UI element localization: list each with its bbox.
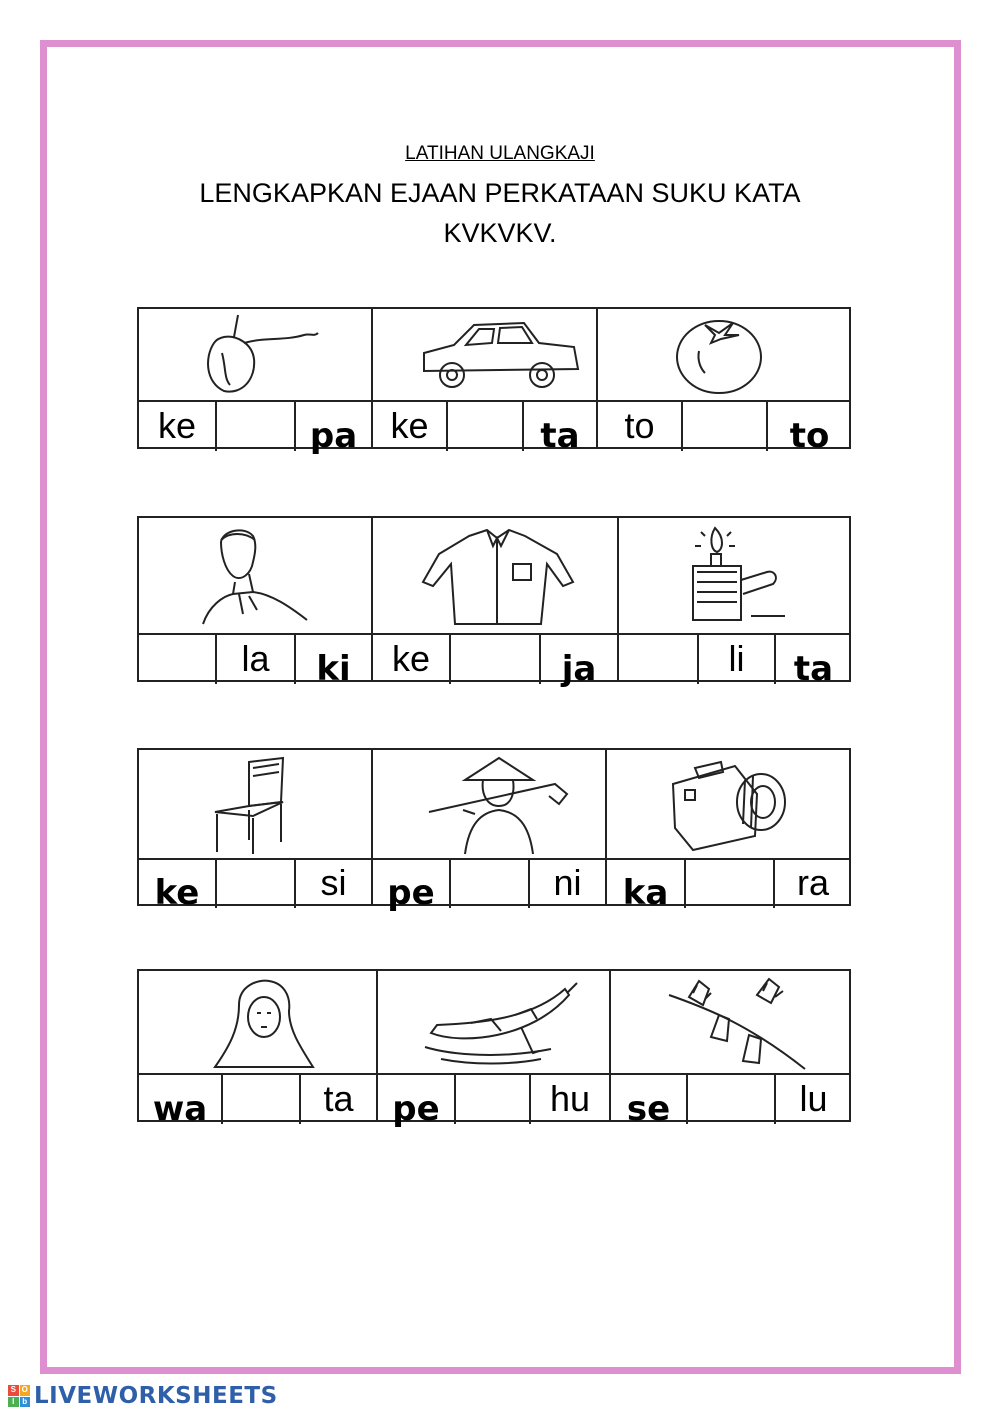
exercise-row-1 <box>137 307 851 456</box>
syllable-2-2-1: ke <box>391 637 431 679</box>
blank-4-1[interactable] <box>223 1075 299 1122</box>
syllable-3-2-3: ni <box>553 862 582 903</box>
exercise-row-3 <box>137 748 851 913</box>
syllable-1-3-1: to <box>624 404 655 446</box>
blank-2-2[interactable] <box>451 635 539 682</box>
syllable-2-1-3: ki <box>316 648 351 689</box>
instruction-line-2: KVKVKV. <box>443 218 557 248</box>
car-icon <box>414 313 584 397</box>
liveworksheets-logo[interactable] <box>8 1382 278 1410</box>
syllable-2-2-3: ja <box>561 648 597 689</box>
syllable-1-1-1: ke <box>157 404 197 446</box>
chair-icon <box>209 754 299 854</box>
blank-4-2[interactable] <box>456 1075 529 1122</box>
syllable-1-2-3: ta <box>540 415 580 456</box>
syllable-4-2-1: pe <box>392 1088 440 1129</box>
syllable-2-3-3: ta <box>793 648 834 689</box>
instruction-line-1: LENGKAPKAN EJAAN PERKATAAN SUKU KATA <box>199 178 801 208</box>
tomato-icon <box>669 311 769 397</box>
fruit-icon <box>194 313 324 397</box>
syllable-4-3-3: lu <box>799 1077 828 1119</box>
blank-2-1[interactable] <box>139 635 215 682</box>
syllable-3-3-3: ra <box>796 862 829 903</box>
syllable-4-3-1: se <box>626 1088 671 1129</box>
exercise-row-4 <box>137 969 851 1129</box>
syllable-2-3-2: li <box>728 637 745 679</box>
exercise-row-2 <box>137 516 851 689</box>
woman-icon <box>209 975 319 1071</box>
blank-1-3[interactable] <box>683 402 766 449</box>
man-icon <box>199 524 319 628</box>
logo-mark-icon: S O I b <box>8 1385 30 1407</box>
worksheet-instruction <box>0 173 1000 253</box>
syllable-3-1-3: si <box>320 862 347 903</box>
blank-3-2[interactable] <box>451 860 528 906</box>
syllable-1-2-1: ke <box>390 404 429 446</box>
syllable-3-3-1: ka <box>622 873 669 913</box>
syllable-4-1-3: ta <box>323 1077 354 1119</box>
syllable-4-1-1: wa <box>152 1088 208 1129</box>
blank-3-3[interactable] <box>686 860 773 906</box>
farmer-icon <box>425 754 575 854</box>
camera-icon <box>665 754 795 854</box>
syllable-1-3-3: to <box>789 415 830 456</box>
syllable-3-1-1: ke <box>154 873 200 913</box>
blank-1-2[interactable] <box>448 402 522 449</box>
shirt-icon <box>417 524 577 628</box>
blank-4-3[interactable] <box>688 1075 774 1122</box>
worksheet-title: LATIHAN ULANGKAJI <box>405 143 595 164</box>
boat-icon <box>421 979 581 1069</box>
syllable-2-1-2: la <box>241 637 270 679</box>
syllable-1-1-3: pa <box>309 415 358 456</box>
syllable-4-2-3: hu <box>549 1077 591 1119</box>
syllable-3-2-1: pe <box>387 873 435 913</box>
brand-name: LIVEWORKSHEETS <box>34 1383 278 1409</box>
blank-3-1[interactable] <box>217 860 294 906</box>
oil-lamp-icon <box>687 522 797 630</box>
blank-1-1[interactable] <box>217 402 294 449</box>
plant-icon <box>659 975 809 1071</box>
blank-2-3[interactable] <box>619 635 697 682</box>
